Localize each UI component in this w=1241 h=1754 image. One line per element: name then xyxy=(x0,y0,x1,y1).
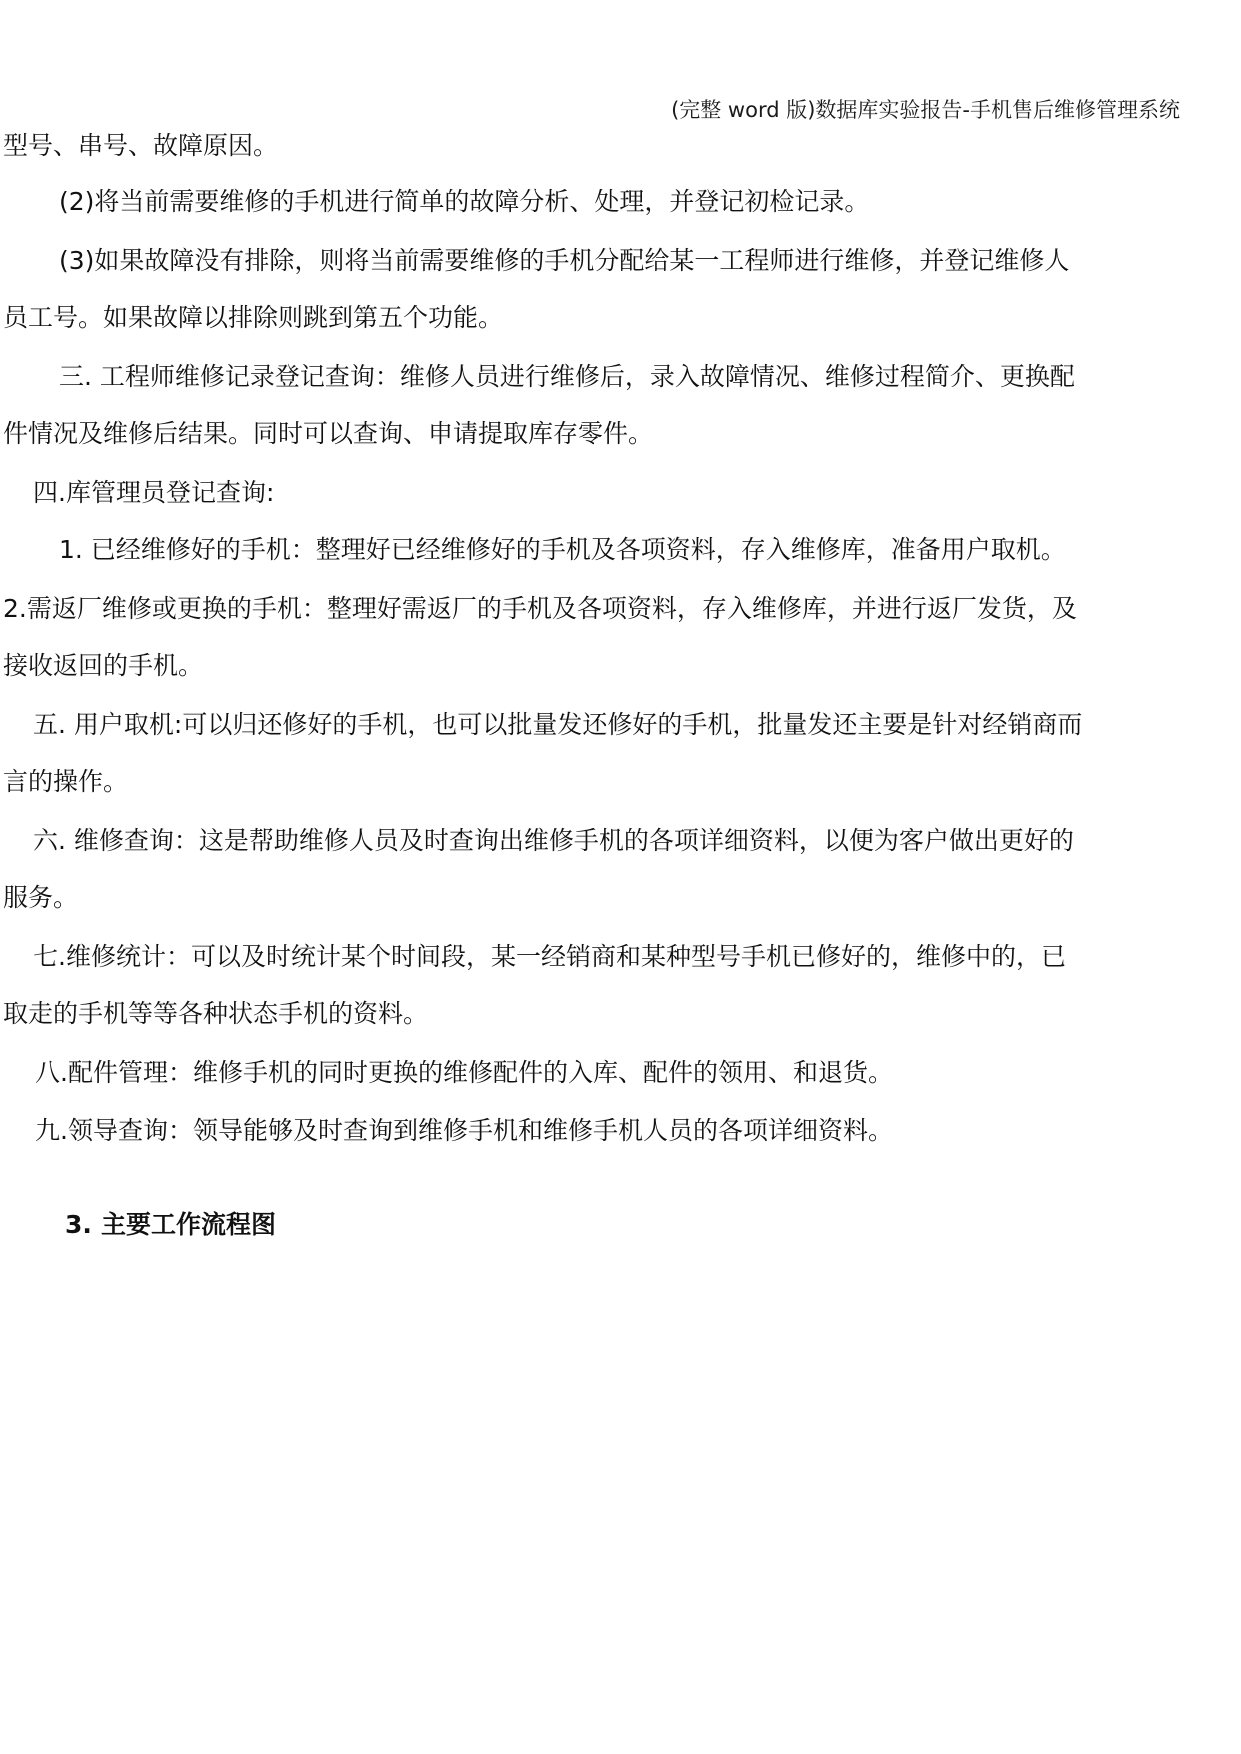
text-line: (2)将当前需要维修的手机进行简单的故障分析、处理，并登记初检记录。 xyxy=(59,187,870,216)
text-line: 接收返回的手机。 xyxy=(3,651,204,680)
text-line: 三. 工程师维修记录登记查询：维修人员进行维修后，录入故障情况、维修过程简介、更换配 xyxy=(59,362,1075,391)
text-line: 四.库管理员登记查询: xyxy=(33,478,275,507)
text-line: 型号、串号、故障原因。 xyxy=(3,131,279,160)
text-line: 1. 已经维修好的手机：整理好已经维修好的手机及各项资料，存入维修库，准备用户取机。 xyxy=(59,535,1066,564)
text-line: 2.需返厂维修或更换的手机：整理好需返厂的手机及各项资料，存入维修库，并进行返厂发货，及 xyxy=(3,594,1077,623)
text-line: 五. 用户取机:可以归还修好的手机，也可以批量发还修好的手机，批量发还主要是针对经销商而 xyxy=(33,710,1083,739)
text-line: 七.维修统计：可以及时统计某个时间段，某一经销商和某种型号手机已修好的，维修中的，已 xyxy=(33,942,1066,971)
text-line: 取走的手机等等各种状态手机的资料。 xyxy=(3,999,429,1028)
text-line: 六. 维修查询：这是帮助维修人员及时查询出维修手机的各项详细资料，以便为客户做出更好的 xyxy=(33,826,1074,855)
text-line: 员工号。如果故障以排除则跳到第五个功能。 xyxy=(3,303,504,332)
text-line: 言的操作。 xyxy=(3,767,129,796)
text-line: 九.领导查询：领导能够及时查询到维修手机和维修手机人员的各项详细资料。 xyxy=(35,1116,893,1145)
section-heading xyxy=(65,1207,276,1243)
text-line: 服务。 xyxy=(3,883,79,912)
page-header: (完整 word 版)数据库实验报告-手机售后维修管理系统 xyxy=(671,98,1180,122)
text-line: (3)如果故障没有排除，则将当前需要维修的手机分配给某一工程师进行维修，并登记维修人 xyxy=(59,246,1070,275)
text-line: 件情况及维修后结果。同时可以查询、申请提取库存零件。 xyxy=(3,419,654,448)
text-line: 八.配件管理：维修手机的同时更换的维修配件的入库、配件的领用、和退货。 xyxy=(35,1058,893,1087)
section-title: 主要工作流程图 xyxy=(101,1210,277,1239)
section-number: 3. xyxy=(65,1210,92,1239)
